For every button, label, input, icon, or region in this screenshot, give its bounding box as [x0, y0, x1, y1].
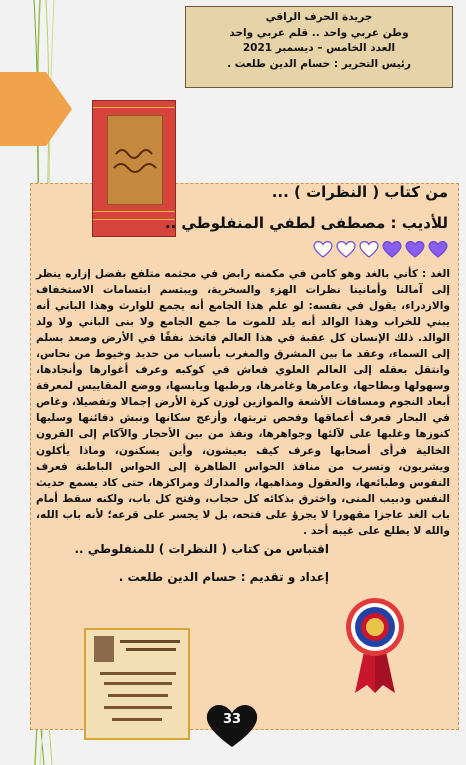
award-rosette-icon	[345, 597, 405, 693]
heart-filled-icon	[405, 240, 425, 258]
article-body	[36, 266, 450, 539]
heart-empty-icon	[336, 240, 356, 258]
newspaper-name: جريدة الحرف الراقي	[265, 11, 373, 23]
quote-card-image	[84, 628, 190, 740]
preparer-credit: إعداد و تقديم : حسام الدين طلعت .	[118, 570, 329, 584]
source-credit: اقتباس من كتاب ( النظرات ) للمنفلوطي ..	[74, 542, 329, 556]
heart-filled-icon	[428, 240, 448, 258]
article-lead: الغد :	[422, 268, 450, 280]
heart-empty-icon	[313, 240, 333, 258]
heart-filled-icon	[382, 240, 402, 258]
heart-empty-icon	[359, 240, 379, 258]
editor-in-chief: رئيس التحرير : حسام الدين طلعت .	[227, 57, 411, 70]
issue-info: العدد الخامس – ديسمبر 2021	[242, 42, 396, 54]
article-text: كأني بالغد وهو كامن في مكمنه رابض في مجثمه متلفع بفضل إزاره ينظر إلى آمالنا وأمانينا نظرات الهزء والسخرية، ويبتسم ابتسامات الاستخفاف والازدراء، يقول في نفسه: لو علم هذا الجامع أنه يجمع للوارث وهذا الباني أنه يبني للخراب وهذا الوالد أنه يلد للموت ما جمع الجامع ولا بنى الباني ولا ولد الوالد. ذلك الإنسان كل عقبة في هذا العالم فاتخذ نفقًا في الأرض وصعد بسلم إلى السماء، وعقد ما بين المشرق والمغرب بأسباب من حديد وخيوط من نحاس، وانتقل بعقله إلى العالم العلوي فعاش في كوكبه وعرف أغوارها وأنجادها، وسهولها وبطاحها، وعامرها وغامرها، ورطبها ويابسها، ووضع المقاييس لمعرفة أبعاد النجوم ومسافات الأشعة والموازين لوزن كرة الأرض إجمالا وتفصيلا، وغاص في البحار فعرف أعماقها وفحص تربتها، وأزعج سكانها ونبش دفائنها وسلبها كنوزها وغلبها على لآلئها وجواهرها، ونفذ من بين الأحجار والآكام إلى القرون الخالية فرأى أصحابها وعرف كيف يعيشون، وأين يسكنون، وماذا يأكلون ويشربون، وتسرب من منافذ الحواس الظاهرة إلى الحواس الباطنة فعرف النفوس وطبائعها، والعقول ومذاهبها، والمدارك ومراكزها، حتى كاد يسمع حديث النفس ودبيب المنى، واخترق بذكائه كل حجاب، وفتح كل باب، ولكنه سقط أمام باب الغد عاجزا مقهورا لا يجرؤ على فتحه، بل لا يجسر على قرعه؛ لأنه باب الله، والله لا يطلع على غيبه أحد .	[36, 268, 450, 537]
newspaper-slogan: وطن عربي واحد .. قلم عربي واحد	[229, 26, 409, 39]
masthead	[185, 6, 453, 88]
article-author: للأديب : مصطفى لطفي المنفلوطي ..	[164, 214, 448, 232]
page-number: 33	[222, 712, 242, 727]
rating-hearts	[308, 240, 448, 260]
arrow-icon	[0, 72, 72, 146]
book-cover-image	[92, 100, 176, 237]
article-title: من كتاب ( النظرات ) ...	[271, 183, 448, 201]
